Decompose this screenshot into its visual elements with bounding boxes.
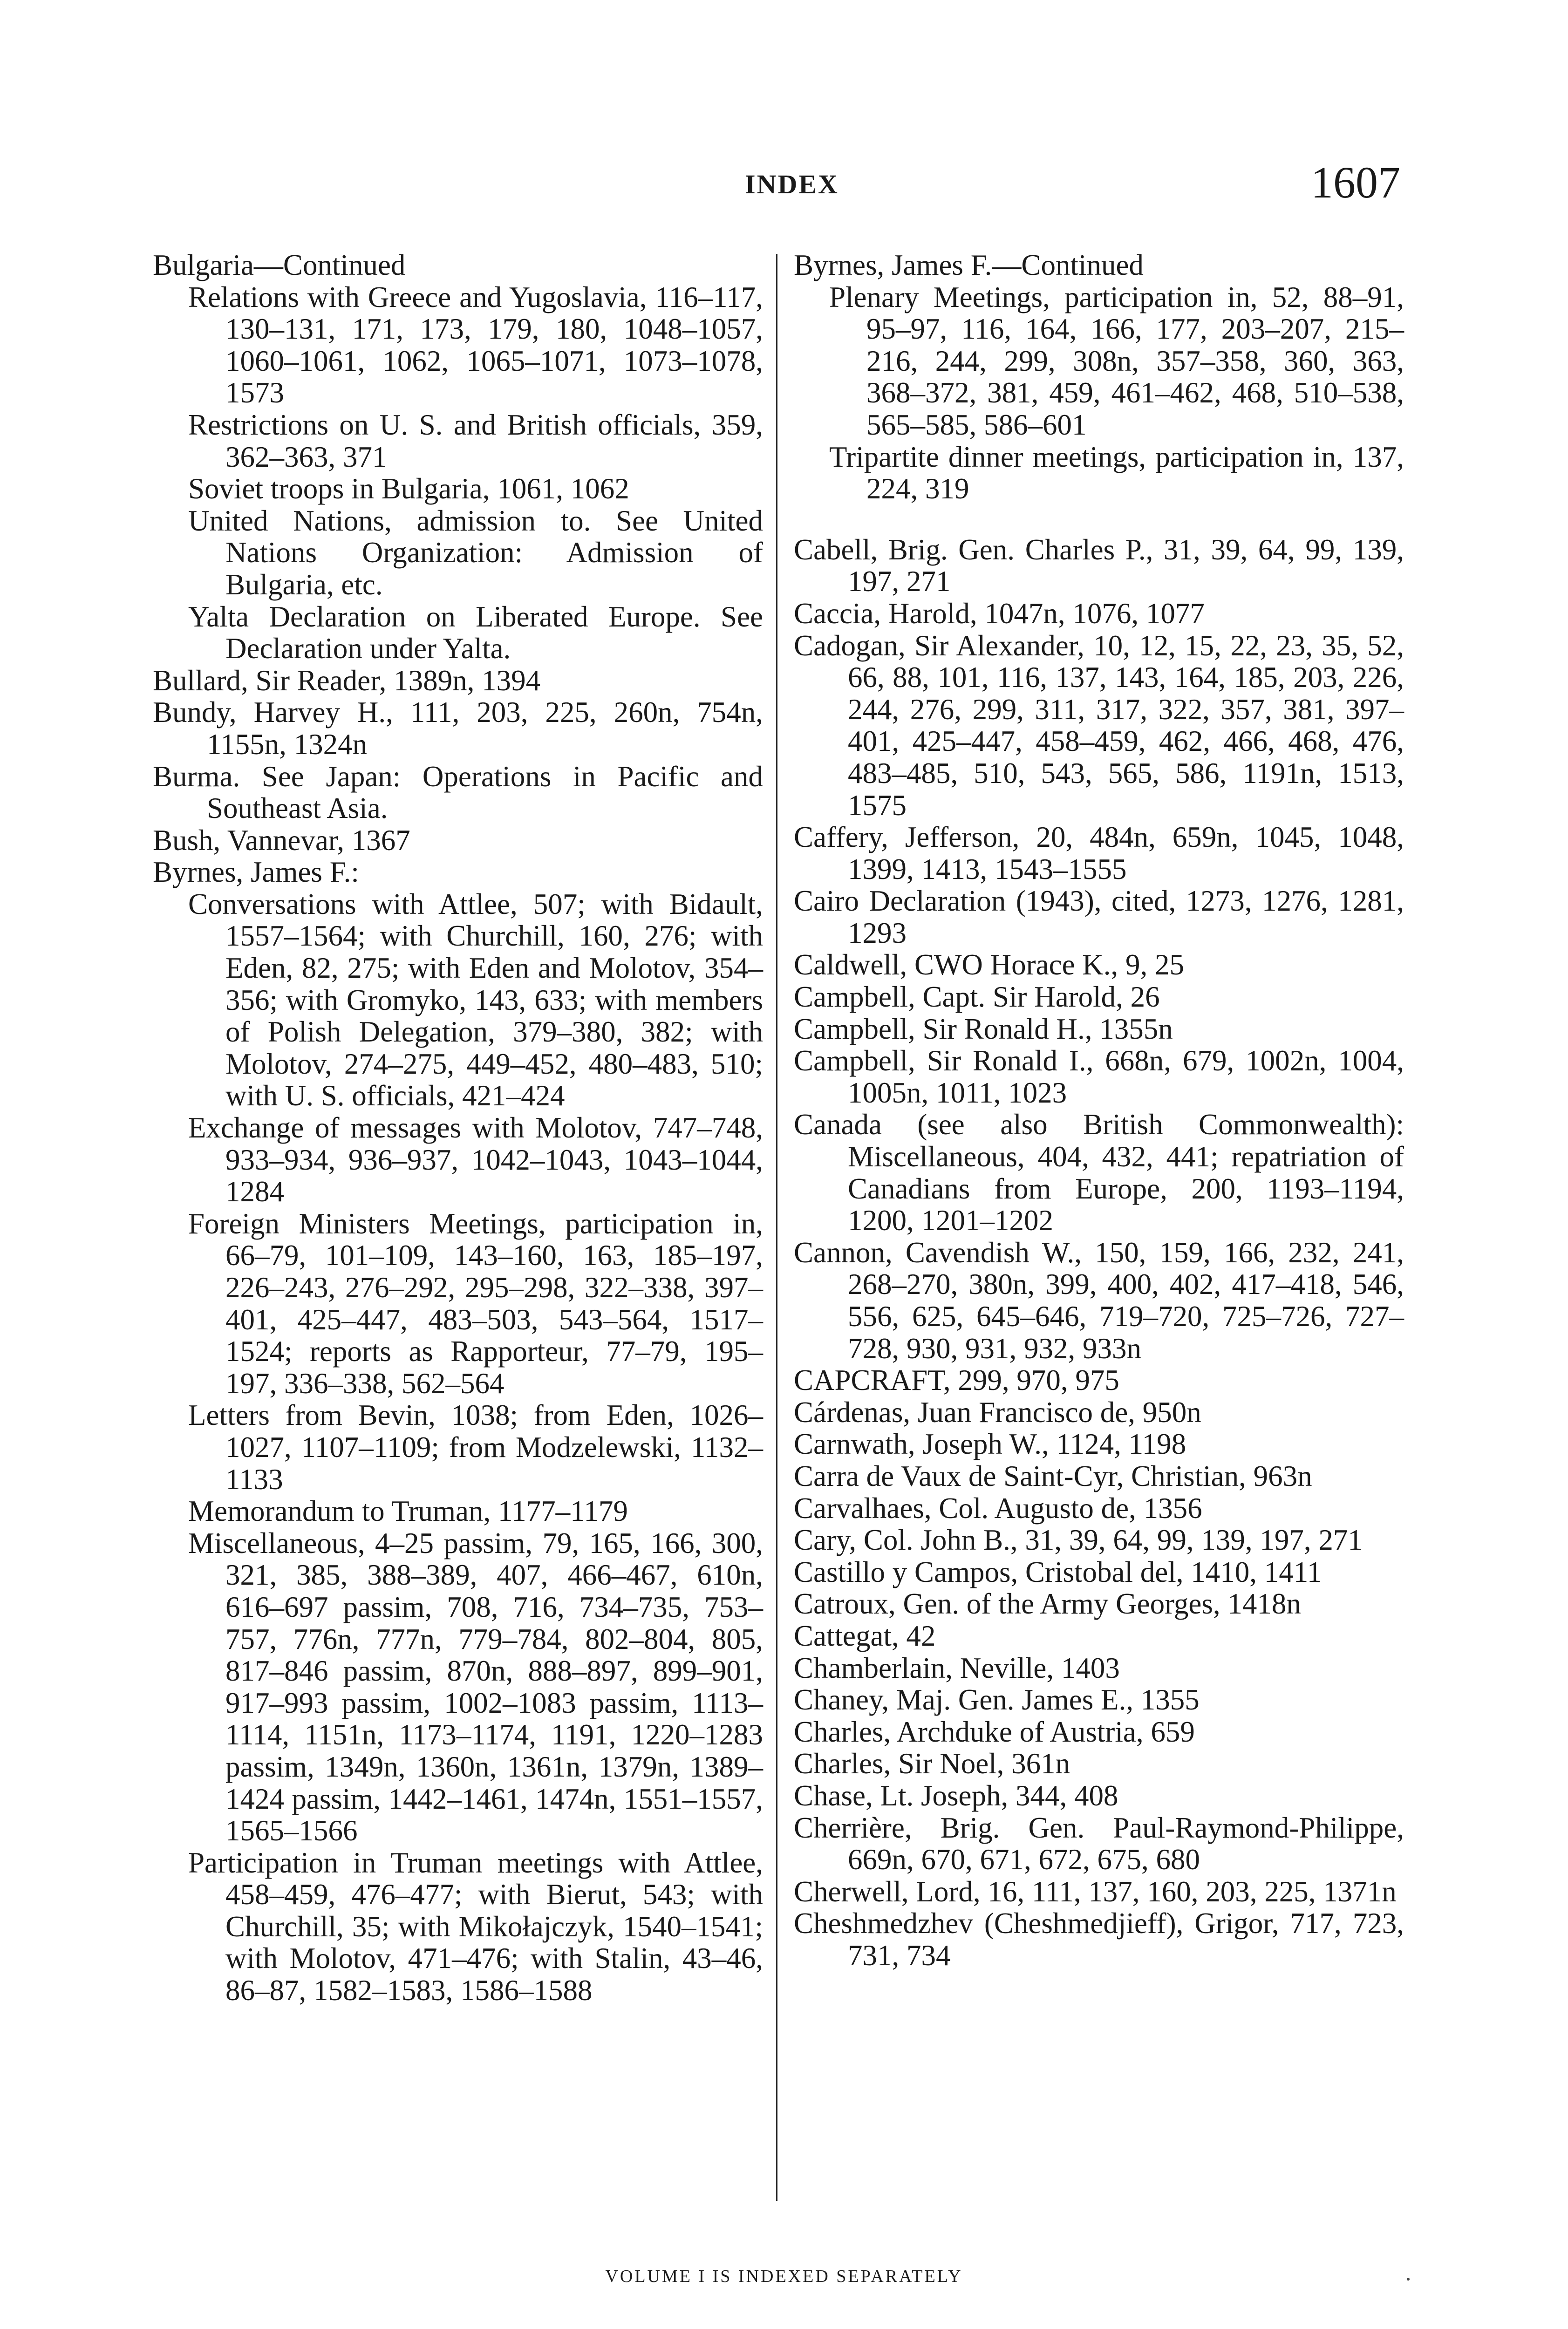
left-column <box>153 249 763 2007</box>
index-entry: Chamberlain, Neville, 1403 <box>794 1651 1120 1684</box>
index-entry: Cárdenas, Juan Francisco de, 950n <box>794 1396 1201 1429</box>
index-entry: Charles, Archduke of Austria, 659 <box>794 1715 1195 1748</box>
index-entry: Bulgaria—Continued <box>153 249 406 281</box>
index-entry: Catroux, Gen. of the Army Georges, 1418n <box>794 1587 1301 1621</box>
index-entry: Bush, Vannevar, 1367 <box>153 824 410 857</box>
index-subentry: Soviet troops in Bulgaria, 1061, 1062 <box>188 472 629 505</box>
print-speck <box>1407 2278 1410 2281</box>
footer-note: VOLUME I IS INDEXED SEPARATELY <box>605 2267 963 2286</box>
index-entry: Cabell, Brig. Gen. Charles P., 31, 39, 64, 99, 139, 197, 271 <box>794 533 1404 598</box>
index-entry: Carra de Vaux de Saint-Cyr, Christian, 963n <box>794 1459 1312 1492</box>
index-entry: Cherrière, Brig. Gen. Paul-Raymond-Philippe, 669n, 670, 671, 672, 675, 680 <box>794 1811 1404 1876</box>
index-entry: Cherwell, Lord, 16, 111, 137, 160, 203, 225, 1371n <box>794 1875 1397 1908</box>
index-entry: CAPCRAFT, 299, 970, 975 <box>794 1364 1119 1397</box>
index-entry: Cadogan, Sir Alexander, 10, 12, 15, 22, 23, 35, 52, 66, 88, 101, 116, 137, 143, 164, 185, 203, 226, 244, 276, 299, 311, 317, 322, 357, 381, 397–401, 425–447, 458–459, 462, 466, 468, 476, 483–485, 510, 543, 565, 586, 1191n, 1513, 1575 <box>794 629 1404 822</box>
index-entry: Campbell, Capt. Sir Harold, 26 <box>794 981 1160 1014</box>
index-entry: Chaney, Maj. Gen. James E., 1355 <box>794 1683 1200 1716</box>
index-entry: Canada (see also British Commonwealth): Miscellaneous, 404, 432, 441; repatriation of Canadians from Europe, 200, 1193–1194, 1200, 1201–1202 <box>794 1108 1404 1237</box>
index-entry: Bundy, Harvey H., 111, 203, 225, 260n, 754n, 1155n, 1324n <box>153 696 763 761</box>
index-entry: Caldwell, CWO Horace K., 9, 25 <box>794 948 1185 981</box>
index-subentry: Tripartite dinner meetings, participation in, 137, 224, 319 <box>829 440 1404 505</box>
index-entry: Campbell, Sir Ronald I., 668n, 679, 1002n, 1004, 1005n, 1011, 1023 <box>794 1044 1404 1109</box>
index-subentry: Conversations with Attlee, 507; with Bidault, 1557–1564; with Churchill, 160, 276; with Eden, 82, 275; with Eden and Molotov, 354–356; with Gromyko, 143, 633; with members of Polish Delegation, 379–380, 382; with Molotov, 274–275, 449–452, 480–483, 510; with U. S. officials, 421–424 <box>188 887 763 1112</box>
running-head: INDEX <box>745 169 839 199</box>
page-header <box>0 0 1568 224</box>
index-subentry: Plenary Meetings, participation in, 52, 88–91, 95–97, 116, 164, 166, 177, 203–207, 215–216, 244, 299, 308n, 357–358, 360, 363, 368–372, 381, 459, 461–462, 468, 510–538, 565–585, 586–601 <box>829 280 1404 441</box>
index-entry: Campbell, Sir Ronald H., 1355n <box>794 1012 1173 1045</box>
index-subentry: Relations with Greece and Yugoslavia, 116–117, 130–131, 171, 173, 179, 180, 1048–1057, 1060–1061, 1062, 1065–1071, 1073–1078, 1573 <box>188 280 763 409</box>
index-entry: Cairo Declaration (1943), cited, 1273, 1276, 1281, 1293 <box>794 885 1404 949</box>
index-entry: Cary, Col. John B., 31, 39, 64, 99, 139, 197, 271 <box>794 1524 1363 1557</box>
index-entry: Carvalhaes, Col. Augusto de, 1356 <box>794 1491 1202 1525</box>
index-subentry: Letters from Bevin, 1038; from Eden, 1026–1027, 1107–1109; from Modzelewski, 1132–1133 <box>188 1399 763 1496</box>
index-subentry: United Nations, admission to. See United Nations Organization: Admission of Bulgaria, etc. <box>188 504 763 601</box>
index-entry: Bullard, Sir Reader, 1389n, 1394 <box>153 664 541 697</box>
right-column <box>794 249 1404 1971</box>
index-subentry: Memorandum to Truman, 1177–1179 <box>188 1495 628 1528</box>
index-entry: Caccia, Harold, 1047n, 1076, 1077 <box>794 597 1205 630</box>
index-entry: Cattegat, 42 <box>794 1619 936 1652</box>
index-entry: Carnwath, Joseph W., 1124, 1198 <box>794 1428 1186 1461</box>
index-entry: Caffery, Jefferson, 20, 484n, 659n, 1045, 1048, 1399, 1413, 1543–1555 <box>794 821 1404 885</box>
index-subentry: Exchange of messages with Molotov, 747–748, 933–934, 936–937, 1042–1043, 1043–1044, 1284 <box>188 1111 763 1208</box>
index-entry: Burma. See Japan: Operations in Pacific and Southeast Asia. <box>153 760 763 825</box>
index-subentry: Miscellaneous, 4–25 passim, 79, 165, 166, 300, 321, 385, 388–389, 407, 466–467, 610n, 616–697 passim, 708, 716, 734–735, 753–757, 776n, 777n, 779–784, 802–804, 805, 817–846 passim, 870n, 888–897, 899–901, 917–993 passim, 1002–1083 passim, 1113–1114, 1151n, 1173–1174, 1191, 1220–1283 passim, 1349n, 1360n, 1361n, 1379n, 1389–1424 passim, 1442–1461, 1474n, 1551–1557, 1565–1566 <box>188 1526 763 1847</box>
column-divider <box>776 254 777 2201</box>
index-entry: Byrnes, James F.—Continued <box>794 249 1144 281</box>
index-entry: Charles, Sir Noel, 361n <box>794 1747 1070 1780</box>
index-entry: Castillo y Campos, Cristobal del, 1410, 1411 <box>794 1555 1322 1588</box>
index-subentry: Foreign Ministers Meetings, participation in, 66–79, 101–109, 143–160, 163, 185–197, 226–243, 276–292, 295–298, 322–338, 397–401, 425–447, 483–503, 543–564, 1517–1524; reports as Rapporteur, 77–79, 195–197, 336–338, 562–564 <box>188 1207 763 1400</box>
index-subentry: Restrictions on U. S. and British officials, 359, 362–363, 371 <box>188 408 763 473</box>
page-number: 1607 <box>1311 157 1400 207</box>
index-subentry: Participation in Truman meetings with Attlee, 458–459, 476–477; with Bierut, 543; with Churchill, 35; with Mikołajczyk, 1540–1541; with Molotov, 471–476; with Stalin, 43–46, 86–87, 1582–1583, 1586–1588 <box>188 1846 763 2007</box>
index-entry: Cheshmedzhev (Cheshmedjieff), Grigor, 717, 723, 731, 734 <box>794 1907 1404 1972</box>
index-columns <box>153 249 1404 2243</box>
index-entry: Byrnes, James F.: <box>153 856 359 889</box>
index-subentry: Yalta Declaration on Liberated Europe. See Declaration under Yalta. <box>188 600 763 665</box>
index-entry: Cannon, Cavendish W., 150, 159, 166, 232, 241, 268–270, 380n, 399, 400, 402, 417–418, 546, 556, 625, 645–646, 719–720, 725–726, 727–728, 930, 931, 932, 933n <box>794 1236 1404 1365</box>
index-entry: Chase, Lt. Joseph, 344, 408 <box>794 1779 1118 1812</box>
